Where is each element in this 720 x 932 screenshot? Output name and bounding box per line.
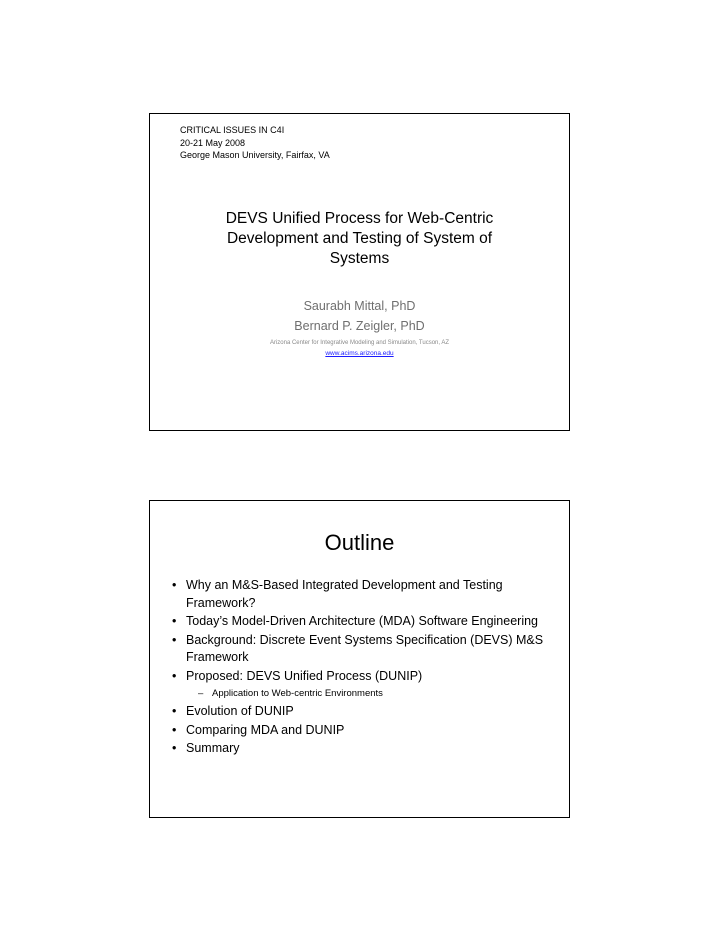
bullet-icon: • [172,632,177,647]
title-line: Systems [329,250,390,267]
bullet-item [172,577,552,612]
bullet-text: Proposed: DEVS Unified Process (DUNIP) [186,668,423,683]
bullet-list [172,577,552,759]
slide-heading: Outline [324,530,395,555]
bullet-icon: • [172,741,177,755]
slide-outline [149,500,570,818]
bullet-text: Why an M&S-Based Integrated Development and Testing Framework? [186,578,503,610]
event-name: CRITICAL ISSUES IN C4I [180,125,285,135]
bullet-icon: • [172,704,177,718]
website-link[interactable]: www.acims.arizona.edu [325,350,394,357]
affiliation: Arizona Center for Integrative Modeling and Simulation, Tucson, AZ [269,340,450,346]
presentation-title [150,209,569,269]
bullet-item [172,740,552,758]
bullet-text: Comparing MDA and DUNIP [186,722,345,737]
author-name: Bernard P. Zeigler, PhD [294,319,425,333]
bullet-item [172,668,552,686]
bullet-icon: • [172,668,177,683]
bullet-item [172,613,552,631]
sub-bullet-text: Application to Web-centric Environments [212,688,383,699]
bullet-item [172,722,552,740]
title-line: DEVS Unified Process for Web-Centric [225,210,494,227]
bullet-text: Summary [186,741,240,755]
slide-title [149,113,570,431]
event-date: 20-21 May 2008 [180,137,246,148]
bullet-text: Background: Discrete Event Systems Specification (DEVS) M&S Framework [186,632,544,664]
event-location: George Mason University, Fairfax, VA [180,150,330,160]
bullet-item [172,703,552,721]
bullet-icon: • [172,578,177,592]
bullet-icon: • [172,614,177,628]
bullet-item [172,632,552,667]
author-block [150,296,569,360]
bullet-icon: • [172,722,177,737]
author-name: Saurabh Mittal, PhD [303,299,416,313]
title-line: Development and Testing of System of [226,230,493,247]
bullet-text: Today’s Model-Driven Architecture (MDA) Software Engineering [186,614,539,628]
event-info [180,124,330,162]
dash-icon: – [198,688,204,699]
sub-bullet-item [172,686,552,701]
bullet-text: Evolution of DUNIP [186,704,294,718]
